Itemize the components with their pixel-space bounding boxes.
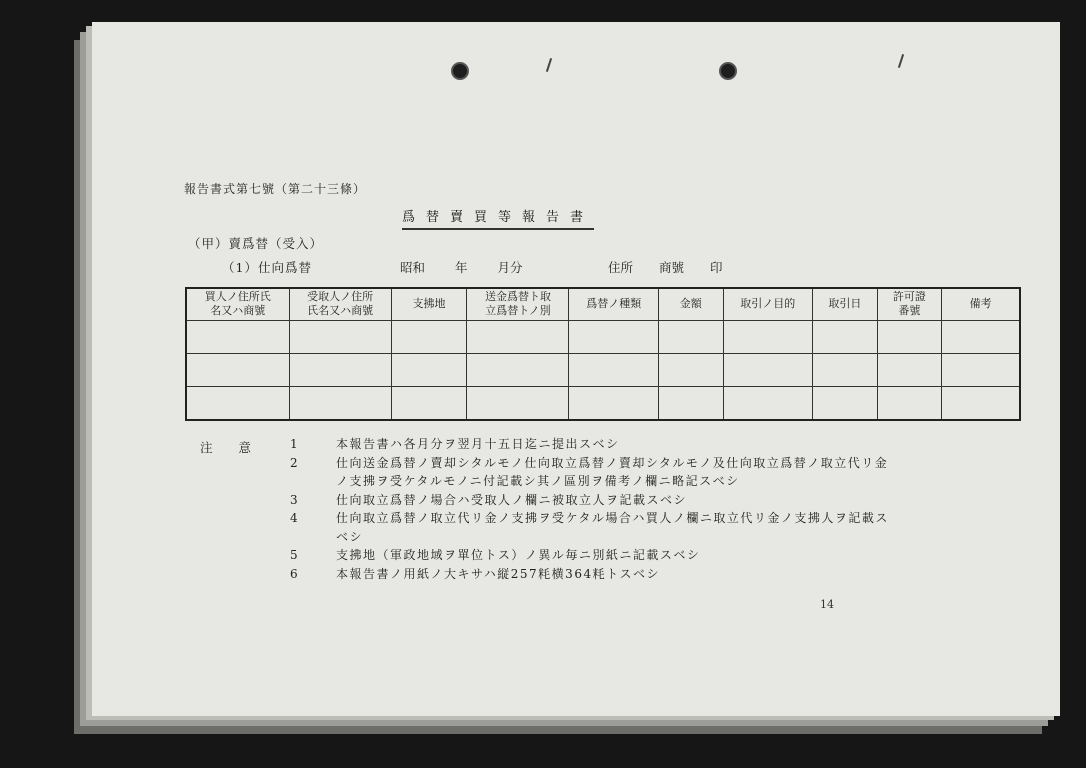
table-cell (569, 353, 659, 386)
note-number: 2 (290, 455, 300, 470)
table-cell (467, 387, 569, 420)
punch-hole (451, 62, 469, 80)
section-heading: （甲）賣爲替（受入） (188, 236, 324, 251)
report-table (185, 287, 1021, 421)
note-item (290, 491, 970, 510)
column-header: 支拂地 (391, 288, 467, 320)
note-text: 仕向取立爲替ノ取立代リ金ノ支拂ヲ受ケタル場合ハ買人ノ欄ニ取立代リ金ノ支拂人ヲ記載スベシ (336, 511, 889, 544)
column-header: 許可證 番號 (877, 288, 942, 320)
table-cell (723, 387, 813, 420)
table-cell (813, 353, 878, 386)
table-cell (569, 387, 659, 420)
reporting-period: 昭和 年 月分 (400, 260, 523, 275)
notes-list (290, 435, 970, 583)
note-text: 本報告書ノ用紙ノ大キサハ縦257粍横364粍トスベシ (336, 566, 660, 581)
table-cell (467, 320, 569, 353)
table-row (186, 387, 1020, 420)
column-header: 爲替ノ種類 (569, 288, 659, 320)
table-header-row (186, 288, 1020, 320)
note-number: 5 (290, 548, 300, 562)
table-cell (658, 353, 723, 386)
note-number: 1 (290, 437, 300, 451)
table-body (186, 320, 1020, 420)
note-text: 本報告書ハ各月分ヲ翌月十五日迄ニ提出スベシ (336, 437, 620, 451)
table-cell (186, 387, 289, 420)
note-item (290, 454, 970, 491)
document-page (92, 22, 1060, 716)
table-cell (289, 387, 391, 420)
table-cell (391, 320, 467, 353)
note-text: 仕向送金爲替ノ賣却シタルモノ仕向取立爲替ノ賣却シタルモノ及仕向取立爲替ノ取立代リ金ノ支拂ヲ受ケタルモノニ付記載シ其ノ區別ヲ備考ノ欄ニ略記スベシ (336, 455, 889, 488)
table-cell (942, 320, 1020, 353)
column-header: 取引日 (813, 288, 878, 320)
table-cell (942, 353, 1020, 386)
punch-hole (719, 62, 737, 80)
table-cell (723, 353, 813, 386)
table-cell (658, 320, 723, 353)
note-text: 支拂地（軍政地域ヲ單位トス）ノ異ル毎ニ別紙ニ記載スベシ (336, 548, 701, 562)
table-cell (467, 353, 569, 386)
paper-mark (546, 58, 552, 72)
note-number: 3 (290, 492, 300, 507)
paper-mark (898, 54, 904, 68)
table-cell (289, 353, 391, 386)
table-cell (186, 353, 289, 386)
table-row (186, 320, 1020, 353)
table-cell (186, 320, 289, 353)
column-header: 備考 (942, 288, 1020, 320)
table-cell (877, 353, 942, 386)
form-reference: 報告書式第七號（第二十三條） (184, 182, 367, 196)
table-cell (942, 387, 1020, 420)
note-number: 6 (290, 566, 300, 581)
table-cell (289, 320, 391, 353)
table-cell (391, 387, 467, 420)
column-header: 買人ノ住所氏 名又ハ商號 (186, 288, 289, 320)
table-cell (391, 353, 467, 386)
note-item (290, 546, 970, 565)
subsection-heading: （1）仕向爲替 (222, 260, 312, 275)
column-header: 送金爲替ト取 立爲替トノ別 (467, 288, 569, 320)
table-cell (569, 320, 659, 353)
notes-label: 注 意 (200, 440, 251, 455)
note-item (290, 565, 970, 584)
column-header: 取引ノ目的 (723, 288, 813, 320)
table-cell (813, 320, 878, 353)
note-item (290, 435, 970, 454)
document-title: 爲替賣買等報告書 (402, 206, 594, 230)
page-number: 14 (820, 598, 834, 611)
table-cell (723, 320, 813, 353)
table-cell (877, 320, 942, 353)
address-line: 住所 商號 印 (608, 260, 723, 275)
table-cell (658, 387, 723, 420)
column-header: 受取人ノ住所 氏名又ハ商號 (289, 288, 391, 320)
column-header: 金額 (658, 288, 723, 320)
note-text: 仕向取立爲替ノ場合ハ受取人ノ欄ニ被取立人ヲ記載スベシ (336, 492, 688, 507)
table-cell (813, 387, 878, 420)
note-item (290, 509, 970, 546)
table-row (186, 353, 1020, 386)
table-cell (877, 387, 942, 420)
note-number: 4 (290, 511, 300, 525)
